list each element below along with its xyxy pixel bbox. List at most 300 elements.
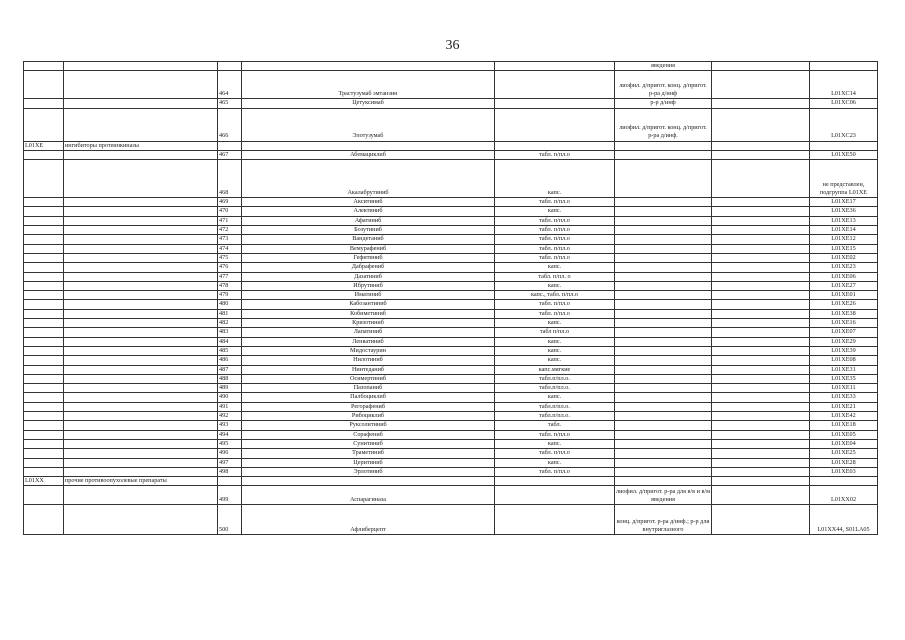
cell-group <box>64 486 218 505</box>
cell-num: 480 <box>218 300 242 309</box>
cell-extra <box>615 244 712 253</box>
cell-extra <box>615 226 712 235</box>
table-row <box>24 402 878 411</box>
cell-group <box>64 356 218 365</box>
cell-code <box>24 439 64 448</box>
cell-group <box>64 216 218 225</box>
cell-code <box>24 226 64 235</box>
cell-extra <box>615 281 712 290</box>
cell-extra: введения <box>615 62 712 71</box>
cell-extra <box>615 384 712 393</box>
cell-num: 464 <box>218 71 242 99</box>
cell-name: Афатиниб <box>242 216 495 225</box>
cell-atc: L01XE12 <box>810 235 878 244</box>
cell-extra <box>615 458 712 467</box>
cell-empty <box>712 62 810 71</box>
cell-code: L01XX <box>24 477 64 486</box>
cell-extra <box>615 141 712 150</box>
cell-group <box>64 62 218 71</box>
cell-code <box>24 150 64 159</box>
cell-code <box>24 365 64 374</box>
cell-atc: L01XE11 <box>810 384 878 393</box>
cell-empty <box>712 99 810 108</box>
table-row <box>24 486 878 505</box>
cell-extra <box>615 309 712 318</box>
cell-num: 490 <box>218 393 242 402</box>
cell-form: табл.п/пл.о. <box>495 374 615 383</box>
cell-name: Элотузумаб <box>242 108 495 141</box>
cell-name: Траметиниб <box>242 449 495 458</box>
cell-form <box>495 99 615 108</box>
cell-group <box>64 108 218 141</box>
cell-extra <box>615 467 712 476</box>
cell-empty <box>712 291 810 300</box>
cell-code <box>24 458 64 467</box>
cell-code <box>24 505 64 535</box>
cell-empty <box>712 467 810 476</box>
cell-extra: конц. д/пригот. р-ра д/инф.; р-р для внутриглазного <box>615 505 712 535</box>
cell-num: 489 <box>218 384 242 393</box>
cell-form: табл.п/пл.о. <box>495 384 615 393</box>
cell-empty <box>712 402 810 411</box>
cell-empty <box>712 281 810 290</box>
table-row <box>24 235 878 244</box>
cell-empty <box>712 319 810 328</box>
cell-num: 479 <box>218 291 242 300</box>
cell-name <box>242 62 495 71</box>
cell-num <box>218 477 242 486</box>
cell-form: капс., табл. п/пл.о <box>495 291 615 300</box>
cell-extra <box>615 356 712 365</box>
cell-name: Аспарагиназа <box>242 486 495 505</box>
cell-num: 494 <box>218 430 242 439</box>
table-row <box>24 337 878 346</box>
cell-group <box>64 421 218 430</box>
cell-group <box>64 430 218 439</box>
cell-name: Гефитиниб <box>242 253 495 262</box>
cell-name: Вемурафениб <box>242 244 495 253</box>
cell-empty <box>712 328 810 337</box>
cell-code <box>24 319 64 328</box>
cell-group <box>64 346 218 355</box>
cell-empty <box>712 272 810 281</box>
cell-empty <box>712 150 810 159</box>
cell-atc: L01XE23 <box>810 263 878 272</box>
cell-empty <box>712 226 810 235</box>
cell-empty <box>712 356 810 365</box>
cell-empty <box>712 263 810 272</box>
cell-name <box>242 141 495 150</box>
cell-num: 471 <box>218 216 242 225</box>
cell-group <box>64 300 218 309</box>
cell-name: Осимертиниб <box>242 374 495 383</box>
cell-empty <box>712 141 810 150</box>
cell-name: Пазопаниб <box>242 384 495 393</box>
cell-num: 487 <box>218 365 242 374</box>
table-row <box>24 62 878 71</box>
cell-code <box>24 291 64 300</box>
cell-name: Акалабрутиниб <box>242 160 495 198</box>
cell-atc: L01XX02 <box>810 486 878 505</box>
cell-form: капс. <box>495 356 615 365</box>
page-number: 36 <box>445 38 460 53</box>
cell-form: табл. п/пл.о <box>495 449 615 458</box>
cell-form: табл. п/пл.о <box>495 430 615 439</box>
cell-num: 472 <box>218 226 242 235</box>
cell-code <box>24 263 64 272</box>
cell-num: 481 <box>218 309 242 318</box>
cell-num: 492 <box>218 412 242 421</box>
cell-atc: L01XE01 <box>810 291 878 300</box>
cell-extra: лиофил. д/пригот. конц. д/пригот. р-ра д/инф. <box>615 108 712 141</box>
cell-empty <box>712 439 810 448</box>
cell-name: Афлиберцепт <box>242 505 495 535</box>
cell-group <box>64 226 218 235</box>
cell-atc: L01XE03 <box>810 467 878 476</box>
table-row <box>24 226 878 235</box>
cell-group <box>64 244 218 253</box>
cell-empty <box>712 393 810 402</box>
cell-group <box>64 412 218 421</box>
cell-name: Иматиниб <box>242 291 495 300</box>
cell-form: капс. <box>495 439 615 448</box>
table-row <box>24 505 878 535</box>
cell-group <box>64 281 218 290</box>
table-row <box>24 253 878 262</box>
cell-num: 484 <box>218 337 242 346</box>
cell-form: табл. п/пл.о <box>495 253 615 262</box>
cell-empty <box>712 207 810 216</box>
cell-name: Руксолитиниб <box>242 421 495 430</box>
cell-group <box>64 393 218 402</box>
cell-empty <box>712 421 810 430</box>
cell-code <box>24 393 64 402</box>
cell-code <box>24 253 64 262</box>
cell-group <box>64 365 218 374</box>
cell-empty <box>712 458 810 467</box>
cell-num: 486 <box>218 356 242 365</box>
cell-extra <box>615 449 712 458</box>
cell-extra: р-р д/инф <box>615 99 712 108</box>
cell-code <box>24 356 64 365</box>
cell-atc: L01XC06 <box>810 99 878 108</box>
cell-code <box>24 108 64 141</box>
cell-name: Лапатиниб <box>242 328 495 337</box>
cell-atc: L01XE08 <box>810 356 878 365</box>
cell-code <box>24 62 64 71</box>
table-row <box>24 198 878 207</box>
cell-group <box>64 505 218 535</box>
cell-num: 482 <box>218 319 242 328</box>
cell-num: 498 <box>218 467 242 476</box>
cell-extra <box>615 319 712 328</box>
cell-extra <box>615 328 712 337</box>
table-row <box>24 356 878 365</box>
cell-atc <box>810 477 878 486</box>
cell-atc: не представлен, подгруппа L01XE <box>810 160 878 198</box>
cell-code <box>24 337 64 346</box>
cell-empty <box>712 235 810 244</box>
cell-form: капс. <box>495 319 615 328</box>
cell-name: Нилотиниб <box>242 356 495 365</box>
cell-num <box>218 141 242 150</box>
cell-empty <box>712 412 810 421</box>
cell-group <box>64 207 218 216</box>
cell-empty <box>712 365 810 374</box>
cell-code <box>24 99 64 108</box>
table-row <box>24 150 878 159</box>
cell-code <box>24 300 64 309</box>
cell-atc: L01XE36 <box>810 207 878 216</box>
cell-name: Вандетаниб <box>242 235 495 244</box>
cell-name: Рибоциклиб <box>242 412 495 421</box>
cell-num: 473 <box>218 235 242 244</box>
cell-atc: L01XE14 <box>810 226 878 235</box>
cell-atc: L01XE07 <box>810 328 878 337</box>
cell-empty <box>712 253 810 262</box>
cell-extra <box>615 291 712 300</box>
cell-code <box>24 374 64 383</box>
cell-num: 500 <box>218 505 242 535</box>
cell-extra: лиофил. д/пригот. р-ра для в/в и в/м введения <box>616 487 710 504</box>
cell-name: Абемациклиб <box>242 150 495 159</box>
cell-code: L01XE <box>24 141 64 150</box>
cell-atc: L01XE02 <box>810 253 878 262</box>
cell-name: Регорафениб <box>242 402 495 411</box>
cell-name: Дазатиниб <box>242 272 495 281</box>
cell-num: 468 <box>218 160 242 198</box>
cell-num: 496 <box>218 449 242 458</box>
cell-num: 469 <box>218 198 242 207</box>
cell-atc: L01XC14 <box>810 71 878 99</box>
cell-atc: L01XE39 <box>810 346 878 355</box>
cell-atc: L01XE31 <box>810 365 878 374</box>
table-row <box>24 244 878 253</box>
cell-name: Ибрутиниб <box>242 281 495 290</box>
cell-atc: L01XE06 <box>810 272 878 281</box>
cell-extra <box>615 207 712 216</box>
table-row <box>24 467 878 476</box>
cell-code <box>24 160 64 198</box>
cell-group <box>64 291 218 300</box>
cell-code <box>24 449 64 458</box>
cell-num <box>218 62 242 71</box>
cell-form: капс. <box>495 346 615 355</box>
cell-group <box>64 263 218 272</box>
cell-name: Бозутиниб <box>242 226 495 235</box>
table-row <box>24 384 878 393</box>
cell-extra <box>615 150 712 159</box>
cell-form: табл. п/пл.о <box>495 309 615 318</box>
cell-name: Палбоциклиб <box>242 393 495 402</box>
cell-extra <box>615 412 712 421</box>
cell-form: табл.п/пл.о. <box>495 402 615 411</box>
table-row <box>24 365 878 374</box>
cell-name: Сорафениб <box>242 430 495 439</box>
cell-group <box>64 160 218 198</box>
cell-code <box>24 207 64 216</box>
cell-atc: L01XE13 <box>810 216 878 225</box>
table-row <box>24 291 878 300</box>
cell-num: 470 <box>218 207 242 216</box>
cell-code <box>24 486 64 505</box>
cell-extra <box>615 263 712 272</box>
cell-empty <box>712 505 810 535</box>
cell-group <box>64 384 218 393</box>
cell-form: табл. п/пл.о <box>495 198 615 207</box>
medication-table <box>23 61 878 535</box>
table-row <box>24 207 878 216</box>
cell-group <box>64 319 218 328</box>
cell-empty <box>712 337 810 346</box>
cell-atc: L01XE35 <box>810 374 878 383</box>
cell-empty <box>712 346 810 355</box>
cell-form: табл. п/пл.о <box>495 235 615 244</box>
section-row <box>24 141 878 150</box>
cell-form: капс. <box>495 207 615 216</box>
cell-code <box>24 346 64 355</box>
cell-atc <box>810 62 878 71</box>
cell-code <box>24 272 64 281</box>
cell-group <box>64 374 218 383</box>
table-row <box>24 393 878 402</box>
cell-atc: L01XE42 <box>810 412 878 421</box>
cell-group <box>64 253 218 262</box>
cell-num: 466 <box>218 108 242 141</box>
cell-atc: L01XE15 <box>810 244 878 253</box>
cell-code <box>24 309 64 318</box>
table-row <box>24 216 878 225</box>
table-row <box>24 319 878 328</box>
cell-form: капс. <box>495 281 615 290</box>
cell-num: 476 <box>218 263 242 272</box>
cell-group <box>64 235 218 244</box>
cell-num: 495 <box>218 439 242 448</box>
cell-empty <box>712 108 810 141</box>
cell-empty <box>712 244 810 253</box>
cell-code <box>24 430 64 439</box>
cell-extra <box>615 337 712 346</box>
cell-group <box>64 99 218 108</box>
cell-empty <box>712 374 810 383</box>
cell-form: капс. <box>495 393 615 402</box>
table-row <box>24 99 878 108</box>
cell-extra <box>615 430 712 439</box>
cell-group <box>64 198 218 207</box>
cell-form <box>495 486 615 505</box>
cell-extra <box>615 421 712 430</box>
cell-extra <box>615 439 712 448</box>
cell-num: 491 <box>218 402 242 411</box>
cell-form: табл. п/пл.о <box>495 226 615 235</box>
cell-extra <box>615 160 712 198</box>
cell-group <box>64 458 218 467</box>
cell-num: 467 <box>218 150 242 159</box>
cell-group <box>64 449 218 458</box>
cell-code <box>24 384 64 393</box>
cell-form: капс.мягкие <box>495 365 615 374</box>
table-row <box>24 439 878 448</box>
cell-group: прочие противоопухолевые препараты <box>64 477 218 486</box>
cell-atc: L01XE21 <box>810 402 878 411</box>
cell-code <box>24 281 64 290</box>
cell-extra <box>615 393 712 402</box>
cell-atc: L01XE04 <box>810 439 878 448</box>
cell-code <box>24 71 64 99</box>
cell-empty <box>712 198 810 207</box>
cell-empty <box>712 160 810 198</box>
cell-atc: L01XE28 <box>810 458 878 467</box>
cell-extra <box>615 235 712 244</box>
cell-form <box>495 71 615 99</box>
cell-extra <box>615 253 712 262</box>
cell-form: табл п/пл.о <box>495 328 615 337</box>
cell-extra <box>615 198 712 207</box>
cell-group <box>64 439 218 448</box>
cell-extra <box>615 374 712 383</box>
table-row <box>24 108 878 141</box>
cell-num: 465 <box>218 99 242 108</box>
cell-name: Дабрафениб <box>242 263 495 272</box>
cell-atc: L01XX44, S01LA05 <box>810 505 878 535</box>
cell-empty <box>712 300 810 309</box>
cell-group <box>64 328 218 337</box>
cell-form <box>495 477 615 486</box>
cell-code <box>24 402 64 411</box>
cell-num: 478 <box>218 281 242 290</box>
cell-group: ингибиторы протеинкиназы <box>64 141 218 150</box>
cell-extra <box>615 365 712 374</box>
cell-name: Ленватиниб <box>242 337 495 346</box>
cell-form: табл. п/пл.о <box>495 467 615 476</box>
cell-extra: лиофил. д/пригот. конц. д/пригот. р-ра д/инф <box>615 71 712 99</box>
table-row <box>24 421 878 430</box>
cell-extra <box>615 402 712 411</box>
cell-code <box>24 198 64 207</box>
cell-atc: L01XE50 <box>810 150 878 159</box>
cell-atc: L01XE17 <box>810 198 878 207</box>
cell-empty <box>712 384 810 393</box>
cell-form: табл. п/пл.о <box>495 244 615 253</box>
cell-atc: L01XE25 <box>810 449 878 458</box>
table-row <box>24 430 878 439</box>
cell-form: капс. <box>495 160 615 198</box>
cell-group <box>64 272 218 281</box>
cell-code <box>24 421 64 430</box>
cell-empty <box>712 477 810 486</box>
table-row <box>24 272 878 281</box>
cell-atc: L01XE05 <box>810 430 878 439</box>
table-row <box>24 449 878 458</box>
cell-num: 488 <box>218 374 242 383</box>
cell-num: 475 <box>218 253 242 262</box>
cell-form: табл. п/пл.о <box>495 300 615 309</box>
cell-num: 483 <box>218 328 242 337</box>
cell-name: Акситиниб <box>242 198 495 207</box>
cell-name: Кобиметиниб <box>242 309 495 318</box>
table-row <box>24 281 878 290</box>
cell-atc: L01XE18 <box>810 421 878 430</box>
cell-code <box>24 235 64 244</box>
cell-atc: L01XE33 <box>810 393 878 402</box>
cell-form: табл. <box>495 421 615 430</box>
cell-form: капс. <box>495 263 615 272</box>
cell-extra <box>615 216 712 225</box>
cell-group <box>64 402 218 411</box>
cell-name: Цетуксимаб <box>242 99 495 108</box>
cell-group <box>64 337 218 346</box>
cell-num: 499 <box>218 486 242 505</box>
